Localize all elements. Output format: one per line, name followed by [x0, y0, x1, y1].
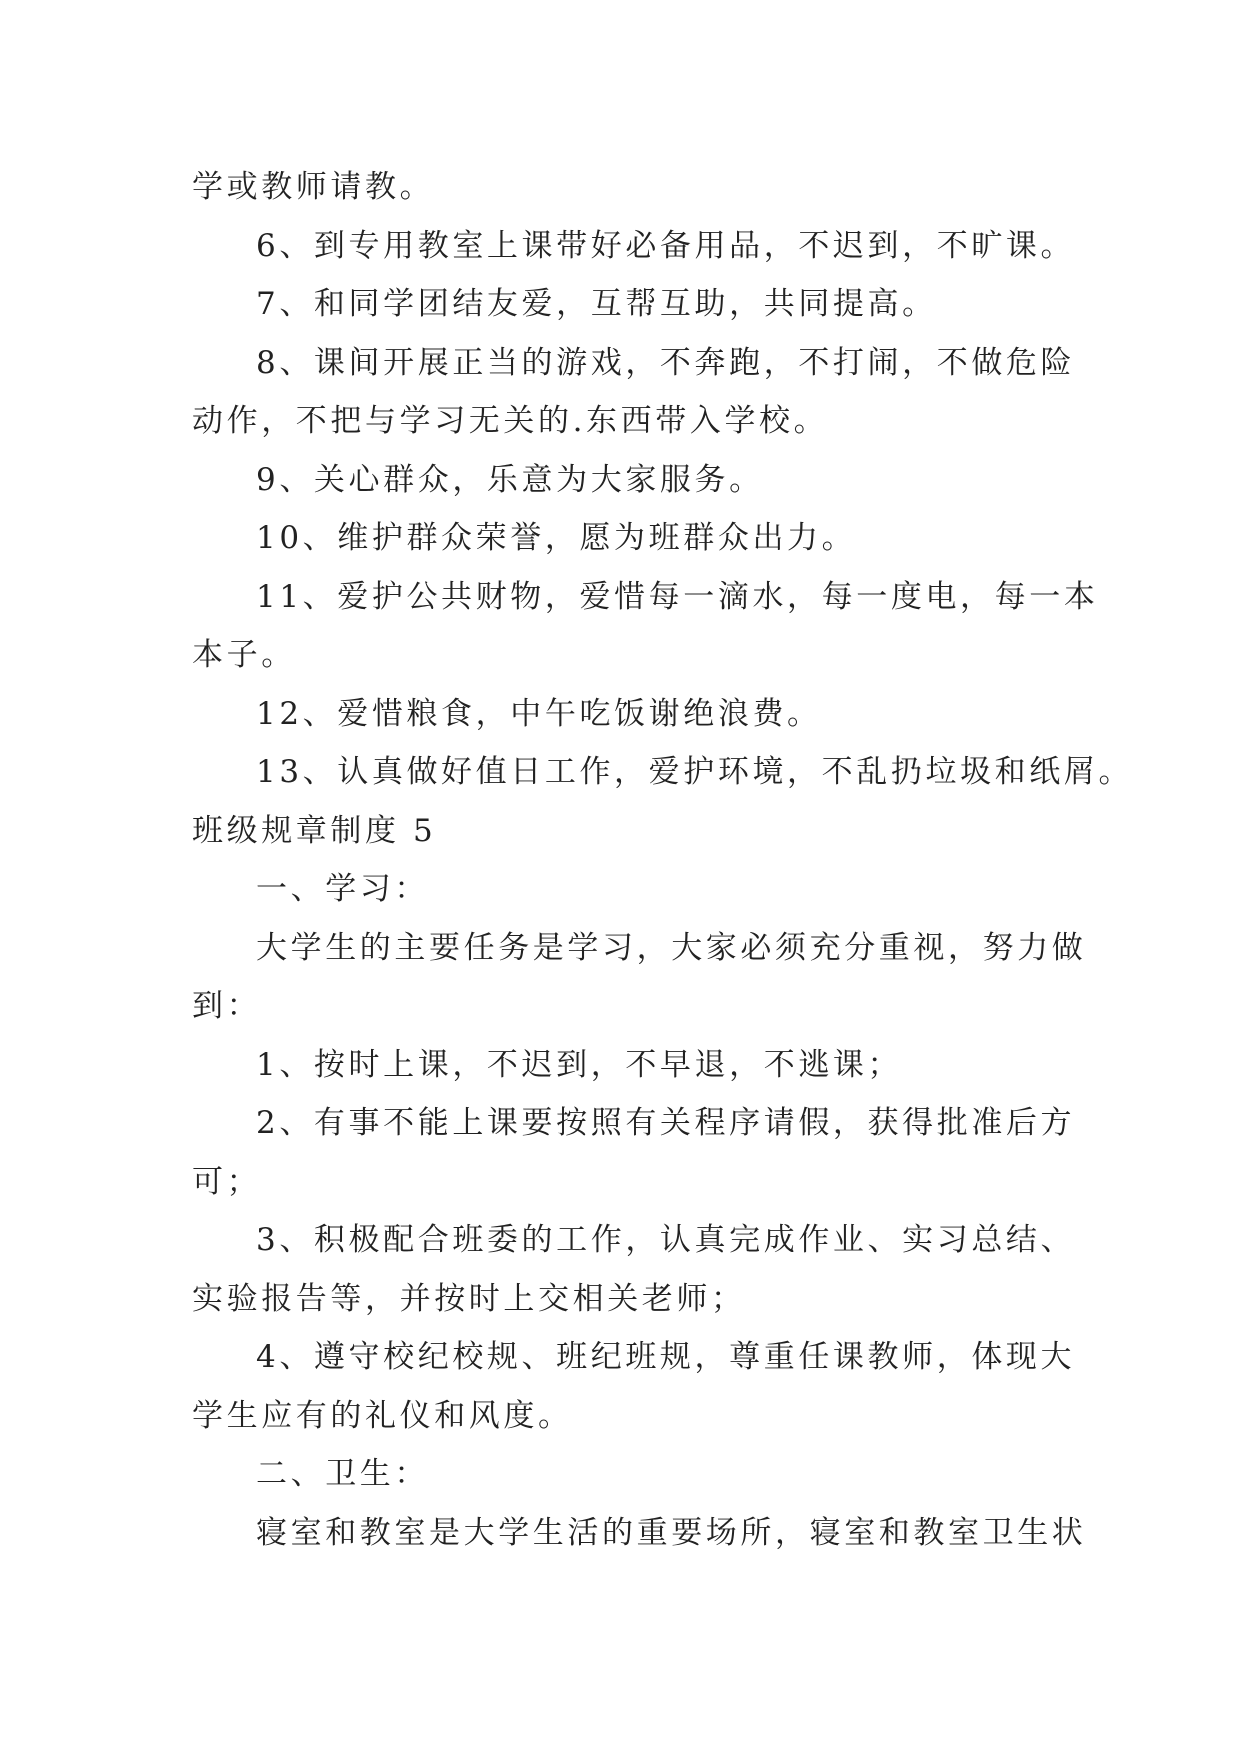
section-heading: 班级规章制度 5 [192, 812, 437, 849]
text-line: 6、到专用教室上课带好必备用品，不迟到，不旷课。 [256, 227, 1076, 264]
text-line: 一、学习： [256, 871, 429, 907]
document-body [192, 158, 1134, 1562]
text-line: 8、课间开展正当的游戏，不奔跑，不打闹，不做危险 [256, 344, 1076, 381]
text-line: 二、卫生： [256, 1456, 429, 1492]
text-line: 动作，不把与学习无关的.东西带入学校。 [192, 403, 829, 439]
text-line: 寝室和教室是大学生活的重要场所，寝室和教室卫生状 [256, 1514, 1087, 1551]
text-line: 学或教师请教。 [192, 169, 435, 205]
text-line: 10、维护群众荣誉，愿为班群众出力。 [256, 520, 857, 556]
text-line: 学生应有的礼仪和风度。 [192, 1397, 573, 1434]
text-line: 到： [192, 988, 262, 1024]
text-line: 9、关心群众，乐意为大家服务。 [256, 461, 764, 498]
text-line: 可； [192, 1163, 262, 1200]
text-line: 大学生的主要任务是学习，大家必须充分重视，努力做 [256, 929, 1087, 966]
text-line: 12、爱惜粮食，中午吃饭谢绝浪费。 [256, 695, 822, 732]
text-line: 13、认真做好值日工作，爱护环境，不乱扔垃圾和纸屑。 [256, 754, 1134, 790]
text-line: 本子。 [192, 637, 296, 673]
text-line: 实验报告等，并按时上交相关老师； [192, 1280, 746, 1317]
text-line: 11、爱护公共财物，爱惜每一滴水，每一度电，每一本 [256, 578, 1099, 615]
text-line: 1、按时上课，不迟到，不早退，不逃课； [256, 1046, 903, 1083]
text-line: 2、有事不能上课要按照有关程序请假，获得批准后方 [256, 1105, 1076, 1141]
text-line: 7、和同学团结友爱，互帮互助，共同提高。 [256, 286, 937, 322]
text-line: 4、遵守校纪校规、班纪班规，尊重任课教师，体现大 [256, 1339, 1076, 1375]
text-line: 3、积极配合班委的工作，认真完成作业、实习总结、 [256, 1222, 1076, 1258]
